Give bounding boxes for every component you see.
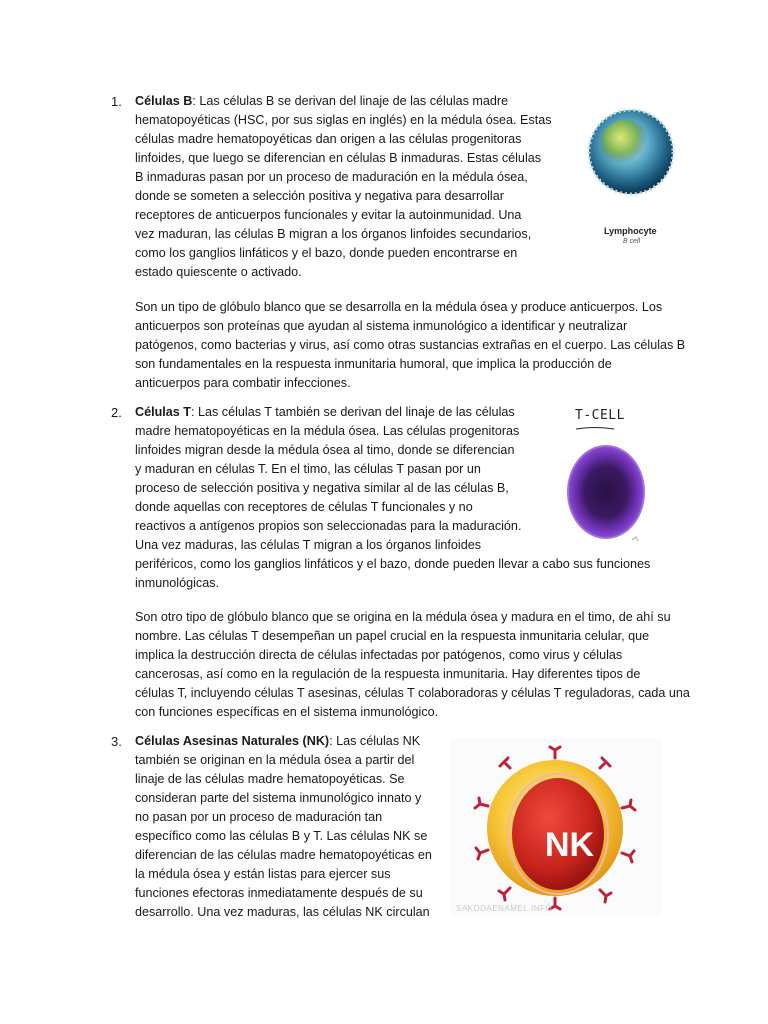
text-line: no pasan por un proceso de maduración tan bbox=[135, 810, 383, 824]
list-number: 3. bbox=[111, 734, 122, 749]
text-line: receptores de anticuerpos funcionales y evitar la autoinmunidad. Una bbox=[135, 208, 522, 222]
text-line: anticuerpos son proteínas que ayudan al sistema inmunológico a identificar y neutralizar bbox=[135, 319, 628, 333]
text-line: la médula ósea y están listas para ejercer sus bbox=[135, 867, 391, 881]
text-line: y maduran en células T. En el timo, las células T pasan por un bbox=[135, 462, 481, 476]
figure-caption: Lymphocyte bbox=[604, 226, 657, 236]
text-line: específico como las células B y T. Las células NK se bbox=[135, 829, 428, 843]
watermark-text: SAKODAENAMEL.INFO bbox=[456, 904, 553, 913]
text-line: hematopoyéticas (HSC, por sus siglas en inglés) en la médula ósea. Estas bbox=[135, 113, 552, 127]
text-line: estado quiescente o activado. bbox=[135, 265, 302, 279]
text-line: B inmaduras pasan por un proceso de maduración en la médula ósea, bbox=[135, 170, 528, 184]
text-line: cancerosas, así como en la regulación de la respuesta inmunitaria. Hay diferentes tipos de bbox=[135, 667, 641, 681]
term-heading: Células T bbox=[135, 405, 191, 419]
text-line: como los ganglios linfáticos y el bazo, donde pueden encontrarse en bbox=[135, 246, 518, 260]
list-number: 1. bbox=[111, 94, 122, 109]
text-line: anticuerpos para combatir infecciones. bbox=[135, 376, 351, 390]
item-paragraph-2 bbox=[135, 608, 690, 722]
figure-subcaption: B cell bbox=[623, 238, 641, 245]
text-line: células madre hematopoyéticas dan origen a las células progenitoras bbox=[135, 132, 522, 146]
text-line: : Las células NK bbox=[329, 734, 421, 748]
first-line bbox=[135, 403, 650, 422]
text-line: reactivos a antígenos propios son seleccionadas para la maduración. bbox=[135, 519, 522, 533]
list-number: 2. bbox=[111, 405, 122, 420]
text-line: también se originan en la médula ósea a partir del bbox=[135, 753, 415, 767]
text-line: donde aquellas con receptores de células T funcionales y no bbox=[135, 500, 473, 514]
text-line: : Las células T también se derivan del linaje de las células bbox=[191, 405, 515, 419]
text-line: células T, incluyendo células T asesinas, células T colaboradoras y células T reguladoras, cada una bbox=[135, 686, 690, 700]
underline-icon bbox=[575, 426, 615, 432]
first-line bbox=[135, 732, 432, 751]
text-line: patógenos, como bacterias y virus, así como otras sustancias extrañas en el cuerpo. Las células B bbox=[135, 338, 686, 352]
figure-caption: T-CELL bbox=[575, 408, 625, 423]
nk-cell-image bbox=[450, 738, 662, 916]
text-line: proceso de selección positiva y negativa similar al de las células B, bbox=[135, 481, 509, 495]
nk-label: NK bbox=[545, 826, 595, 864]
text-line: diferencian de las células madre hematopoyéticas en bbox=[135, 848, 432, 862]
text-line: : Las células B se derivan del linaje de las células madre bbox=[192, 94, 509, 108]
text-line: Son otro tipo de glóbulo blanco que se origina en la médula ósea y madura en el timo, de ahí su bbox=[135, 610, 671, 624]
term-heading: Células B bbox=[135, 94, 193, 108]
lymphocyte-image bbox=[585, 104, 677, 204]
first-line bbox=[135, 92, 552, 111]
text-line: periféricos, como los ganglios linfáticos y el bazo, donde pueden llevar a cabo sus funciones bbox=[135, 557, 651, 571]
text-line: linaje de las células madre hematopoyéticas. Se bbox=[135, 772, 405, 786]
text-line: son fundamentales en la respuesta inmunitaria humoral, que implica la producción de bbox=[135, 357, 612, 371]
text-line: inmunológicas. bbox=[135, 576, 220, 590]
text-line: Son un tipo de glóbulo blanco que se desarrolla en la médula ósea y produce anticuerpos. Los bbox=[135, 300, 663, 314]
text-line: linfoides, que luego se diferencian en células B inmaduras. Estas células bbox=[135, 151, 542, 165]
item-text bbox=[135, 92, 552, 282]
text-line: funciones efectoras inmediatamente después de su bbox=[135, 886, 423, 900]
text-line: linfoides migran desde la médula ósea al timo, donde se diferencian bbox=[135, 443, 515, 457]
text-line: nombre. Las células T desempeñan un papel crucial en la respuesta inmunitaria celular, que bbox=[135, 629, 650, 643]
term-heading: Células Asesinas Naturales (NK) bbox=[135, 734, 330, 748]
text-line: desarrollo. Una vez maduras, las células NK circulan bbox=[135, 905, 430, 919]
t-cell-image bbox=[564, 442, 650, 550]
text-line: donde se someten a selección positiva y negativa para desarrollar bbox=[135, 189, 504, 203]
item-text bbox=[135, 732, 432, 922]
text-line: implica la destrucción directa de células infectadas por patógenos, como virus y células bbox=[135, 648, 623, 662]
item-paragraph-2 bbox=[135, 298, 685, 393]
text-line: Una vez maduras, las células T migran a los órganos linfoides bbox=[135, 538, 482, 552]
text-line: con funciones específicas en el sistema inmunológico. bbox=[135, 705, 439, 719]
text-line: madre hematopoyéticas en la médula ósea. Las células progenitoras bbox=[135, 424, 520, 438]
text-line: vez maduran, las células B migran a los órganos linfoides secundarios, bbox=[135, 227, 532, 241]
text-line: consideran parte del sistema inmunológico innato y bbox=[135, 791, 422, 805]
